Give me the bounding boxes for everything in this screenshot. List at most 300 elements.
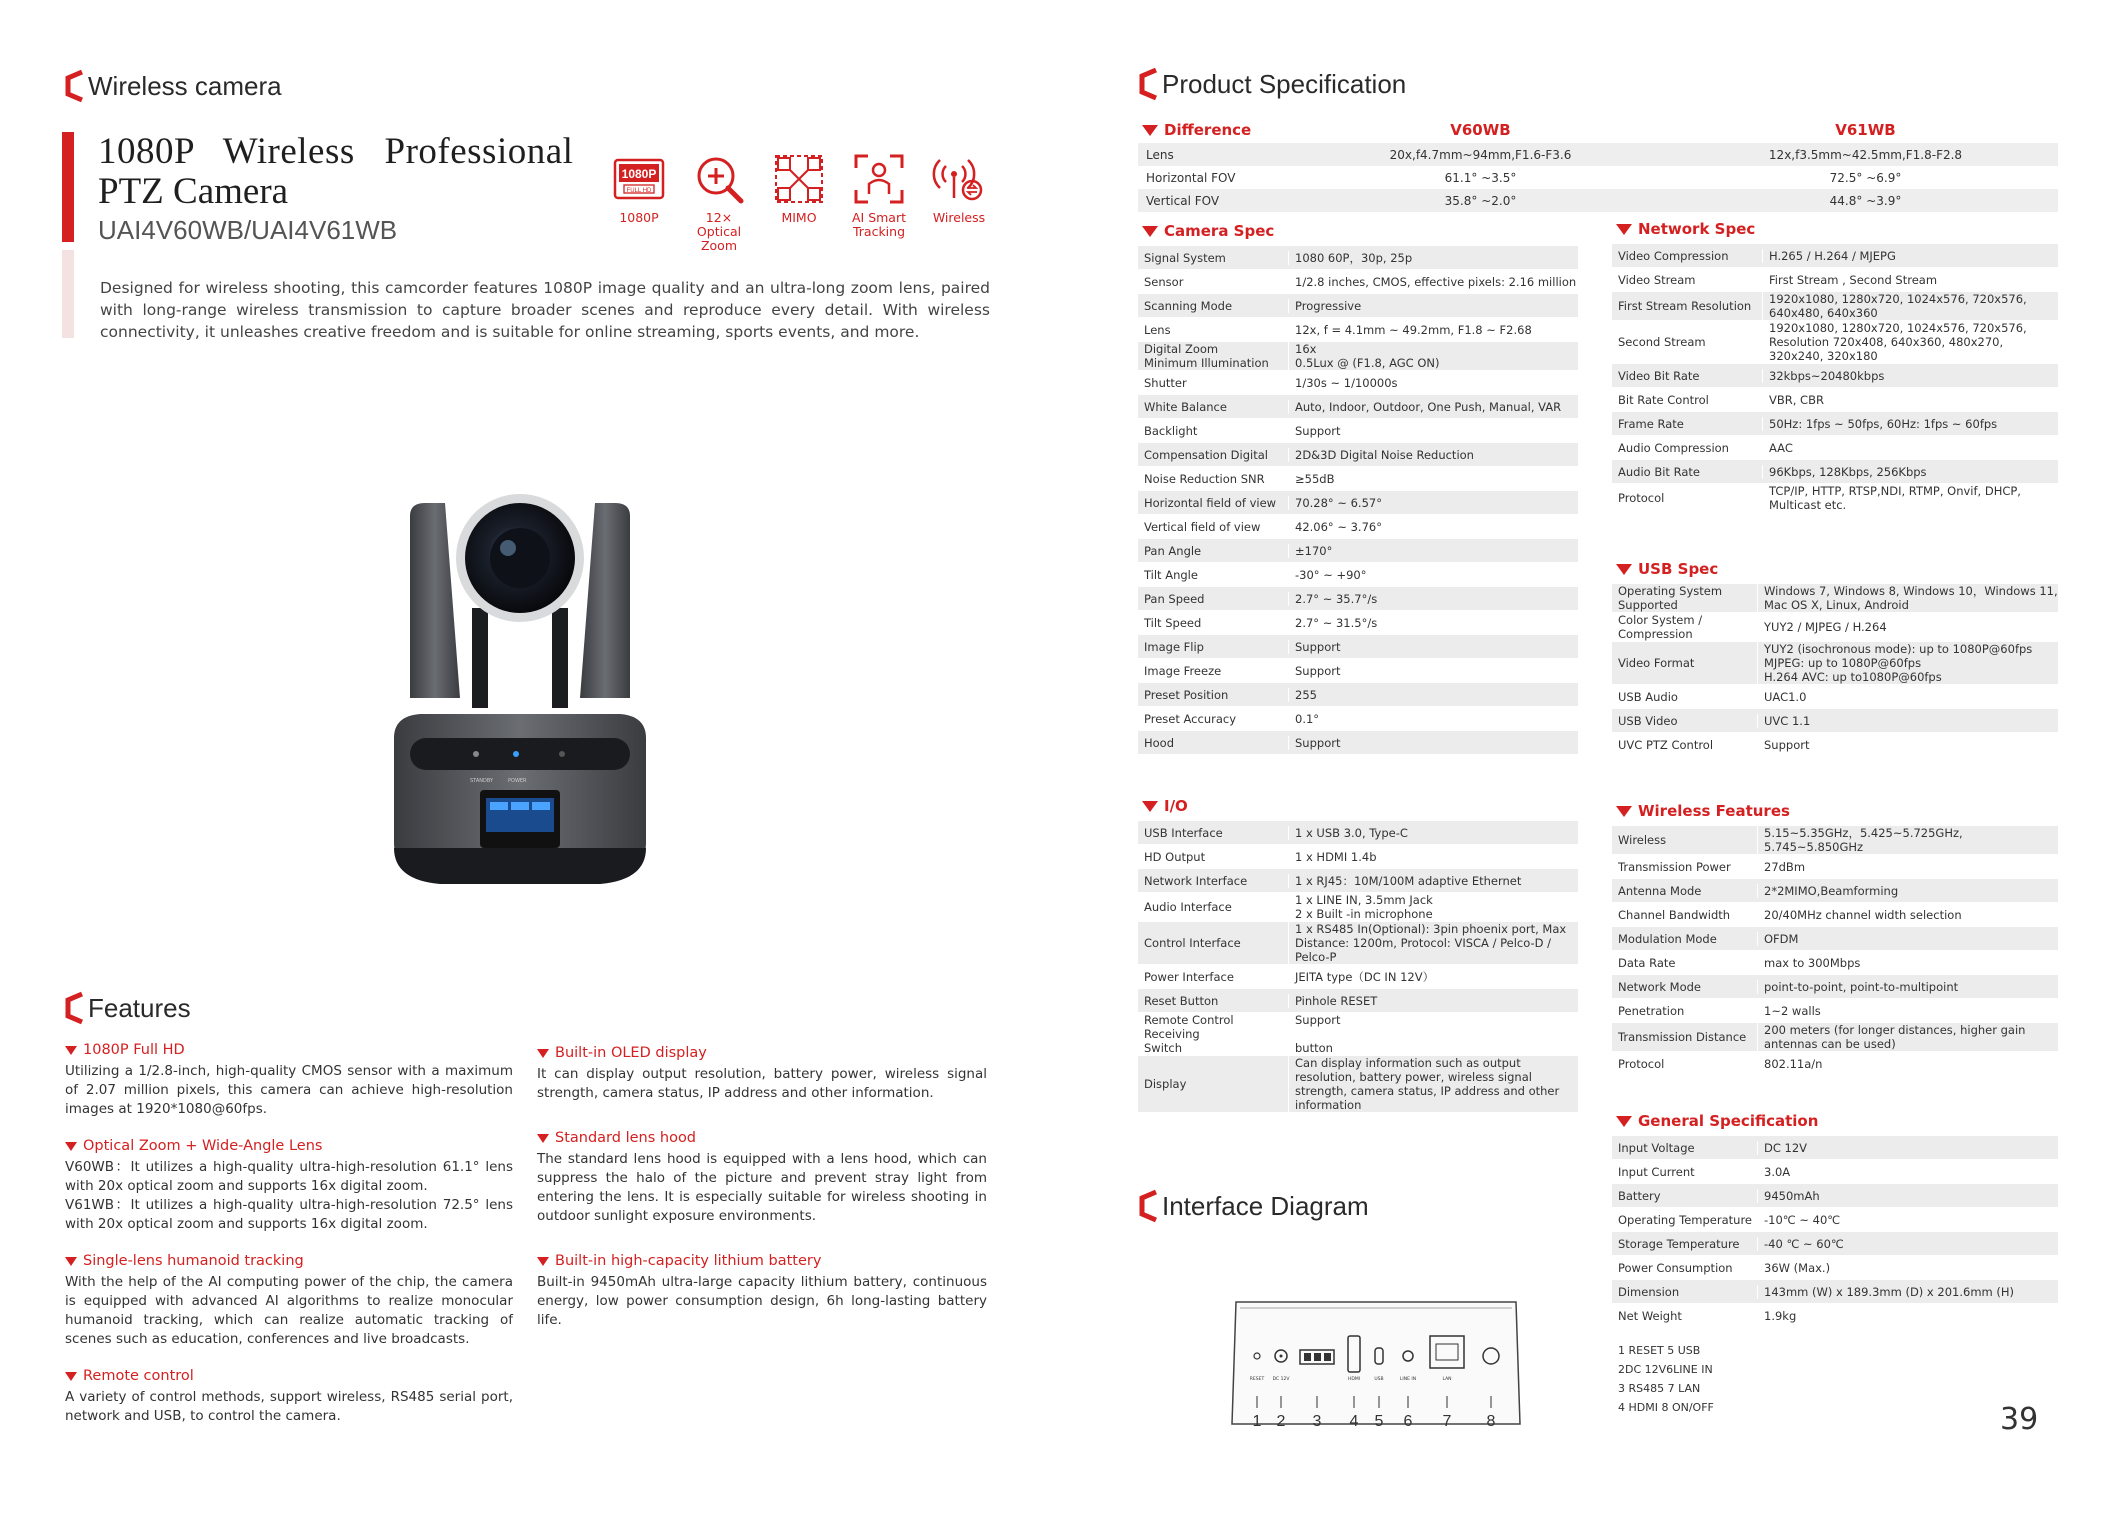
icon-item-wireless (926, 152, 992, 253)
spec-value: 70.28° ~ 6.57° (1288, 496, 1578, 510)
port-label: RESET (1249, 1377, 1265, 1382)
spec-row (1612, 855, 2058, 879)
camera-spec-title: Camera Spec (1164, 222, 1275, 240)
spec-key: Data Rate (1618, 955, 1676, 970)
port-label: LINE IN (1399, 1377, 1417, 1382)
spec-row (1612, 826, 2058, 855)
spec-key: Vertical field of view (1144, 519, 1261, 534)
spec-key: Battery (1618, 1188, 1661, 1203)
spec-value: OFDM (1757, 932, 2058, 946)
port-label: LAN (1442, 1377, 1452, 1382)
spec-key: First Stream Resolution (1618, 299, 1752, 313)
spec-row (1138, 342, 1578, 371)
zoom-icon (692, 152, 746, 206)
spec-key: Channel Bandwidth (1618, 907, 1731, 922)
spec-key: Scanning Mode (1144, 298, 1233, 313)
spec-value: YUY2 (isochronous mode): up to 1080P@60fps MJPEG: up to 1080P@60fps H.264 AVC: up to1080P@60fps (1757, 642, 2058, 684)
spec-value: 20/40MHz channel width selection (1757, 908, 2058, 922)
spec-value: 1 x RJ45：10M/100M adaptive Ethernet (1288, 874, 1578, 888)
product-title-line2: PTZ Camera (98, 171, 289, 212)
spec-key: Power Consumption (1618, 1260, 1733, 1275)
spec-value: max to 300Mbps (1757, 956, 2058, 970)
icon-item-zoom (686, 152, 752, 253)
difference-header-row (1138, 117, 2058, 143)
spec-key: Shutter (1144, 375, 1187, 390)
spec-key: Lens (1144, 322, 1171, 337)
wireless-features-title: Wireless Features (1638, 802, 1790, 820)
spec-key: Second Stream (1618, 335, 1706, 349)
camera-product-image (380, 488, 660, 888)
spec-value: 32kbps~20480kbps (1762, 369, 2058, 383)
feature-item (537, 1044, 987, 1103)
camera-spec-table (1138, 246, 1578, 779)
port-label: HDMI (1347, 1377, 1361, 1382)
spec-value: 1/30s ~ 1/10000s (1288, 376, 1578, 390)
spec-title: Product Specification (1162, 68, 1407, 99)
triangle-icon (1142, 801, 1158, 812)
spec-value: TCP/IP, HTTP, RTSP,NDI, RTMP, Onvif, DHCP, Multicast etc. (1762, 484, 2058, 512)
spec-row (1138, 563, 1578, 587)
spec-row (1138, 515, 1578, 539)
1080p-icon (612, 152, 666, 206)
spec-key: HD Output (1144, 849, 1206, 864)
spec-value: Support button (1288, 1013, 1578, 1055)
wireless-features-table (1612, 826, 2058, 1076)
spec-key: Hood (1144, 735, 1175, 750)
spec-row (1612, 484, 2058, 513)
triangle-icon (537, 1257, 549, 1266)
spec-key: Protocol (1618, 1056, 1665, 1071)
page-number: 39 (2000, 1402, 2039, 1437)
spec-value: Progressive (1288, 299, 1578, 313)
spec-key: Digital Zoom Minimum Illumination (1144, 342, 1269, 370)
spec-value: point-to-point, point-to-multipoint (1757, 980, 2058, 994)
hexagon-logo-icon (1136, 1188, 1160, 1224)
spec-key: USB Video (1618, 713, 1678, 728)
port-number: 7 (1442, 1413, 1452, 1430)
section-title: Wireless camera (88, 70, 282, 101)
spec-value: 27dBm (1757, 860, 2058, 874)
network-spec-header (1616, 220, 1755, 238)
spec-row (1138, 294, 1578, 318)
feature-title: Built-in high-capacity lithium battery (555, 1253, 822, 1269)
spec-row (1612, 1208, 2058, 1232)
spec-value: 2.7° ~ 35.7°/s (1288, 592, 1578, 606)
spec-row (1612, 709, 2058, 733)
spec-value: -10℃ ~ 40℃ (1757, 1213, 2058, 1227)
spec-value: 2*2MIMO,Beamforming (1757, 884, 2058, 898)
spec-value: JEITA type（DC IN 12V） (1288, 970, 1578, 984)
spec-value: -30° ~ +90° (1288, 568, 1578, 582)
triangle-icon (65, 1372, 77, 1381)
col-v60wb: V60WB (1450, 121, 1511, 139)
icon-item-ai-tracking (846, 152, 912, 253)
table-row (1138, 143, 2058, 166)
spec-value: AAC (1762, 441, 2058, 455)
triangle-icon (65, 1046, 77, 1055)
spec-row (1138, 443, 1578, 467)
section-header-wireless-camera (62, 68, 282, 104)
port-number: 2 (1276, 1413, 1286, 1430)
spec-row (1612, 584, 2058, 613)
spec-row (1612, 1052, 2058, 1076)
spec-value: 1 x HDMI 1.4b (1288, 850, 1578, 864)
col-v61wb: V61WB (1835, 121, 1896, 139)
usb-spec-title: USB Spec (1638, 560, 1719, 578)
spec-key: Image Flip (1144, 639, 1204, 654)
spec-row (1612, 460, 2058, 484)
spec-value: 12x, f = 4.1mm ~ 49.2mm, F1.8 ~ F2.68 (1288, 323, 1578, 337)
product-title-line1: 1080P Wireless Professional (98, 131, 574, 172)
section-header-features (62, 990, 191, 1026)
general-spec-table (1612, 1136, 2058, 1328)
spec-row (1138, 659, 1578, 683)
spec-row (1138, 731, 1578, 755)
legend-line: 2DC 12V6LINE IN (1618, 1363, 1713, 1376)
icon-label: AI Smart Tracking (851, 210, 907, 239)
spec-row (1138, 965, 1578, 989)
spec-value: ≥55dB (1288, 472, 1578, 486)
general-spec-title: General Specification (1638, 1112, 1819, 1130)
spec-row (1138, 989, 1578, 1013)
spec-row (1612, 1280, 2058, 1304)
spec-row (1612, 436, 2058, 460)
spec-key: USB Audio (1618, 689, 1678, 704)
io-title: I/O (1164, 797, 1188, 815)
spec-value: 2D&3D Digital Noise Reduction (1288, 448, 1578, 462)
ai-tracking-icon (852, 152, 906, 206)
general-spec-header (1616, 1112, 1818, 1130)
spec-key: Sensor (1144, 274, 1184, 289)
difference-title: Difference (1164, 121, 1252, 139)
triangle-icon (1616, 224, 1632, 235)
feature-body: A variety of control methods, support wireless, RS485 serial port, network and USB, to control the camera. (65, 1389, 513, 1424)
wireless-features-header (1616, 802, 1790, 820)
spec-key: Network Interface (1144, 873, 1248, 888)
spec-key: Video Stream (1618, 272, 1696, 287)
spec-value: 802.11a/n (1757, 1057, 2058, 1071)
camera-spec-header (1142, 222, 1274, 240)
spec-row (1612, 951, 2058, 975)
hexagon-logo-icon (62, 990, 86, 1026)
spec-key: Audio Compression (1618, 440, 1729, 455)
spec-key: Bit Rate Control (1618, 392, 1709, 407)
spec-key: Power Interface (1144, 969, 1234, 984)
port-label: DC 12V (1272, 1377, 1290, 1382)
spec-key: Network Mode (1618, 979, 1702, 994)
spec-value: Support (1288, 664, 1578, 678)
legend-line: 3 RS485 7 LAN (1618, 1382, 1701, 1395)
spec-value: 1.9kg (1757, 1309, 2058, 1323)
row-value: 44.8° ~3.9° (1829, 193, 1902, 208)
interface-title: Interface Diagram (1162, 1190, 1369, 1221)
legend-line: 4 HDMI 8 ON/OFF (1618, 1401, 1714, 1414)
row-label: Vertical FOV (1146, 193, 1220, 208)
spec-value: Can display information such as output resolution, battery power, wireless signal strength, camera status, IP address and other information (1288, 1056, 1578, 1112)
power-label: POWER (508, 778, 527, 784)
spec-value: First Stream , Second Stream (1762, 273, 2058, 287)
product-description: Designed for wireless shooting, this camcorder features 1080P image quality and an ultra-long zoom lens, paired with long-range wireless transmission to capture broader scenes and reproduce every detail. With wireless connectivity, it unleashes creative freedom and is suitable for online streaming, sports events, and more. (100, 279, 990, 341)
spec-value: 1920x1080, 1280x720, 1024x576, 720x576, Resolution 720x408, 640x360, 480x270, 320x240, 320x180 (1762, 321, 2058, 363)
spec-key: Signal System (1144, 250, 1226, 265)
spec-row (1612, 1023, 2058, 1052)
spec-key: Image Freeze (1144, 663, 1222, 678)
icon-item-mimo (766, 152, 832, 253)
spec-value: 9450mAh (1757, 1189, 2058, 1203)
spec-row (1138, 707, 1578, 731)
spec-key: Operating Temperature (1618, 1212, 1752, 1227)
icon-label: Wireless (932, 210, 986, 225)
spec-key: UVC PTZ Control (1618, 737, 1714, 752)
spec-key: Audio Interface (1144, 900, 1232, 914)
feature-icons (606, 152, 992, 253)
spec-value: Pinhole RESET (1288, 994, 1578, 1008)
io-table (1138, 821, 1578, 1113)
description-accent-bar (62, 250, 74, 338)
spec-key: Display (1144, 1077, 1187, 1091)
spec-value: UVC 1.1 (1757, 714, 2058, 728)
spec-value: 3.0A (1757, 1165, 2058, 1179)
spec-key: Video Bit Rate (1618, 368, 1700, 383)
spec-row (1612, 244, 2058, 268)
spec-row (1138, 270, 1578, 294)
spec-row (1138, 683, 1578, 707)
mimo-icon (772, 152, 826, 206)
feature-title: Built-in OLED display (555, 1045, 707, 1061)
spec-row (1612, 412, 2058, 436)
badge-top-text: 1080P (621, 167, 657, 181)
feature-title: Standard lens hood (555, 1130, 697, 1146)
spec-row (1138, 845, 1578, 869)
usb-spec-table (1612, 584, 2058, 757)
spec-key: USB Interface (1144, 825, 1223, 840)
spec-row (1138, 318, 1578, 342)
triangle-icon (65, 1142, 77, 1151)
spec-key: Preset Accuracy (1144, 711, 1237, 726)
spec-row (1138, 491, 1578, 515)
icon-item-1080p (606, 152, 672, 253)
icon-label: 1080P (619, 210, 659, 225)
spec-row (1612, 1304, 2058, 1328)
row-value: 72.5° ~6.9° (1829, 170, 1902, 185)
table-row (1138, 166, 2058, 189)
spec-value: 1920x1080, 1280x720, 1024x576, 720x576, 640x480, 640x360 (1762, 292, 2058, 320)
row-label: Lens (1146, 147, 1174, 162)
spec-row (1138, 893, 1578, 922)
triangle-icon (1142, 125, 1158, 136)
spec-value: 16x 0.5Lux @ (F1.8, AGC ON) (1288, 342, 1578, 370)
feature-body: Built-in 9450mAh ultra-large capacity lithium battery, continuous energy, low power consumption design, 6h long-lasting battery life. (537, 1274, 987, 1328)
spec-key: White Balance (1144, 399, 1227, 414)
spec-row (1138, 246, 1578, 270)
spec-value: 1 x RS485 In(Optional): 3pin phoenix port, Max Distance: 1200m, Protocol: VISCA / Pelco-D / Pelco-P (1288, 922, 1578, 964)
spec-value: -40 ℃ ~ 60℃ (1757, 1237, 2058, 1251)
triangle-icon (1616, 1116, 1632, 1127)
triangle-icon (537, 1049, 549, 1058)
spec-value: Windows 7, Windows 8, Windows 10，Windows 11, Mac OS X, Linux, Android (1757, 584, 2058, 612)
spec-key: Noise Reduction SNR (1144, 471, 1265, 486)
spec-key: Protocol (1618, 491, 1665, 505)
spec-row (1612, 613, 2058, 642)
port-number: 3 (1312, 1413, 1322, 1430)
spec-row (1612, 999, 2058, 1023)
icon-label: MIMO (781, 210, 817, 225)
port-legend (1618, 1341, 1714, 1417)
spec-value: YUY2 / MJPEG / H.264 (1757, 620, 2058, 634)
spec-key: Frame Rate (1618, 416, 1684, 431)
standby-label: STANDBY (470, 778, 494, 784)
port-number: 6 (1403, 1413, 1413, 1430)
triangle-icon (65, 1257, 77, 1266)
spec-value: 1/2.8 inches, CMOS, effective pixels: 2.16 million (1288, 275, 1578, 289)
feature-body: V60WB：It utilizes a high-quality ultra-high-resolution 61.1° lens with 20x optical zoom and supports 16x digital zoom. V61WB：It utilizes a high-quality ultra-high-resolution 72.5° lens with 20x optical zoom and supports 16x digital zoom. (65, 1159, 513, 1232)
spec-key: Color System / Compression (1618, 613, 1703, 641)
spec-value: 1~2 walls (1757, 1004, 2058, 1018)
spec-key: Transmission Distance (1618, 1030, 1747, 1044)
spec-row (1612, 321, 2058, 364)
feature-item (537, 1252, 987, 1330)
spec-row (1612, 388, 2058, 412)
spec-row (1612, 1184, 2058, 1208)
spec-row (1612, 1256, 2058, 1280)
spec-value: 255 (1288, 688, 1578, 702)
spec-row (1138, 611, 1578, 635)
feature-title: Single-lens humanoid tracking (83, 1253, 304, 1269)
spec-value: UAC1.0 (1757, 690, 2058, 704)
spec-row (1138, 539, 1578, 563)
row-value: 35.8° ~2.0° (1444, 193, 1517, 208)
spec-row (1612, 879, 2058, 903)
spec-key: Transmission Power (1618, 859, 1731, 874)
spec-row (1612, 1136, 2058, 1160)
spec-row (1612, 975, 2058, 999)
spec-key: Audio Bit Rate (1618, 464, 1700, 479)
spec-key: Dimension (1618, 1284, 1680, 1299)
spec-key: Reset Button (1144, 993, 1219, 1008)
spec-row (1138, 419, 1578, 443)
feature-title: Optical Zoom + Wide-Angle Lens (83, 1138, 323, 1154)
spec-row (1138, 821, 1578, 845)
spec-key: Tilt Angle (1144, 567, 1198, 582)
spec-value: 1 x LINE IN, 3.5mm Jack 2 x Built -in microphone (1288, 893, 1578, 921)
icon-label: 12× Optical Zoom (696, 210, 742, 253)
difference-table (1138, 117, 2058, 212)
spec-value: 2.7° ~ 31.5°/s (1288, 616, 1578, 630)
spec-value: Support (1757, 738, 2058, 752)
spec-value: Auto, Indoor, Outdoor, One Push, Manual, VAR (1288, 400, 1578, 414)
table-row (1138, 189, 2058, 212)
feature-body: The standard lens hood is equipped with a lens hood, which can suppress the halo of the picture and prevent stray light from entering the lens. It is especially suitable for wireless shooting in outdoor sunlight exposure environments. (537, 1151, 987, 1224)
spec-key: Input Voltage (1618, 1140, 1695, 1155)
spec-row (1138, 869, 1578, 893)
spec-value: 143mm (W) x 189.3mm (D) x 201.6mm (H) (1757, 1285, 2058, 1299)
features-title: Features (88, 992, 191, 1023)
spec-value: DC 12V (1757, 1141, 2058, 1155)
product-model: UAI4V60WB/UAI4V61WB (98, 215, 398, 245)
hexagon-logo-icon (62, 68, 86, 104)
port-number: 1 (1252, 1413, 1262, 1430)
spec-row (1612, 268, 2058, 292)
spec-value: 1 x USB 3.0, Type-C (1288, 826, 1578, 840)
network-spec-title: Network Spec (1638, 220, 1756, 238)
spec-value: 1080 60P，30p, 25p (1288, 251, 1578, 265)
spec-key: Antenna Mode (1618, 883, 1702, 898)
spec-row (1612, 927, 2058, 951)
spec-value: Support (1288, 424, 1578, 438)
triangle-icon (537, 1134, 549, 1143)
feature-body: Utilizing a 1/2.8-inch, high-quality CMOS sensor with a maximum of 2.07 million pixels, this camera can achieve high-resolution images at 1920*1080@60fps. (65, 1063, 513, 1117)
spec-row (1138, 587, 1578, 611)
badge-bottom-text: FULL HD (626, 188, 652, 194)
feature-item (65, 1041, 513, 1119)
section-header-product-spec (1136, 66, 1406, 102)
spec-key: Remote Control Receiving Switch (1144, 1013, 1234, 1055)
spec-row (1138, 922, 1578, 965)
spec-value: VBR, CBR (1762, 393, 2058, 407)
spec-value: 5.15~5.35GHz，5.425~5.725GHz, 5.745~5.850GHz (1757, 826, 2058, 854)
row-value: 20x,f4.7mm~94mm,F1.6-F3.6 (1389, 147, 1572, 162)
spec-key: Input Current (1618, 1164, 1695, 1179)
spec-row (1612, 1232, 2058, 1256)
spec-value: 36W (Max.) (1757, 1261, 2058, 1275)
spec-row (1138, 1013, 1578, 1056)
spec-row (1138, 395, 1578, 419)
spec-row (1138, 1056, 1578, 1113)
legend-line: 1 RESET 5 USB (1618, 1344, 1701, 1357)
spec-key: Backlight (1144, 423, 1198, 438)
feature-item (537, 1129, 987, 1226)
spec-row (1138, 467, 1578, 491)
spec-value: Support (1288, 736, 1578, 750)
spec-value: 200 meters (for longer distances, higher gain antennas can be used) (1757, 1023, 2058, 1051)
section-header-interface (1136, 1188, 1369, 1224)
hexagon-logo-icon (1136, 66, 1160, 102)
feature-item (65, 1367, 513, 1426)
triangle-icon (1142, 226, 1158, 237)
spec-row (1612, 903, 2058, 927)
spec-key: Storage Temperature (1618, 1236, 1740, 1251)
spec-value: 96Kbps, 128Kbps, 256Kbps (1762, 465, 2058, 479)
spec-key: Control Interface (1144, 936, 1241, 950)
spec-key: Net Weight (1618, 1308, 1682, 1323)
feature-title: Remote control (83, 1368, 194, 1384)
spec-key: Tilt Speed (1144, 615, 1202, 630)
spec-row (1138, 635, 1578, 659)
row-label: Horizontal FOV (1146, 170, 1236, 185)
network-spec-table (1612, 244, 2058, 513)
feature-item (65, 1137, 513, 1234)
features-left-column (65, 1041, 513, 1444)
row-value: 61.1° ~3.5° (1444, 170, 1517, 185)
spec-value: 0.1° (1288, 712, 1578, 726)
port-number: 5 (1374, 1413, 1384, 1430)
spec-row (1612, 1160, 2058, 1184)
spec-key: Horizontal field of view (1144, 495, 1277, 510)
spec-value: 50Hz: 1fps ~ 50fps, 60Hz: 1fps ~ 60fps (1762, 417, 2058, 431)
spec-key: Modulation Mode (1618, 931, 1717, 946)
spec-key: Compensation Digital (1144, 447, 1268, 462)
spec-key: Pan Angle (1144, 543, 1202, 558)
spec-key: Operating System Supported (1618, 584, 1723, 612)
feature-title: 1080P Full HD (83, 1042, 185, 1058)
spec-row (1612, 292, 2058, 321)
spec-key: Wireless (1618, 833, 1667, 847)
spec-row (1612, 685, 2058, 709)
spec-row (1612, 642, 2058, 685)
port-number: 8 (1486, 1413, 1496, 1430)
feature-body: With the help of the AI computing power of the chip, the camera is equipped with advanced AI algorithms to realize monocular humanoid tracking, which can realize automatic tracking of scenes such as education, conferences and live broadcasts. (65, 1274, 513, 1347)
spec-key: Penetration (1618, 1003, 1685, 1018)
